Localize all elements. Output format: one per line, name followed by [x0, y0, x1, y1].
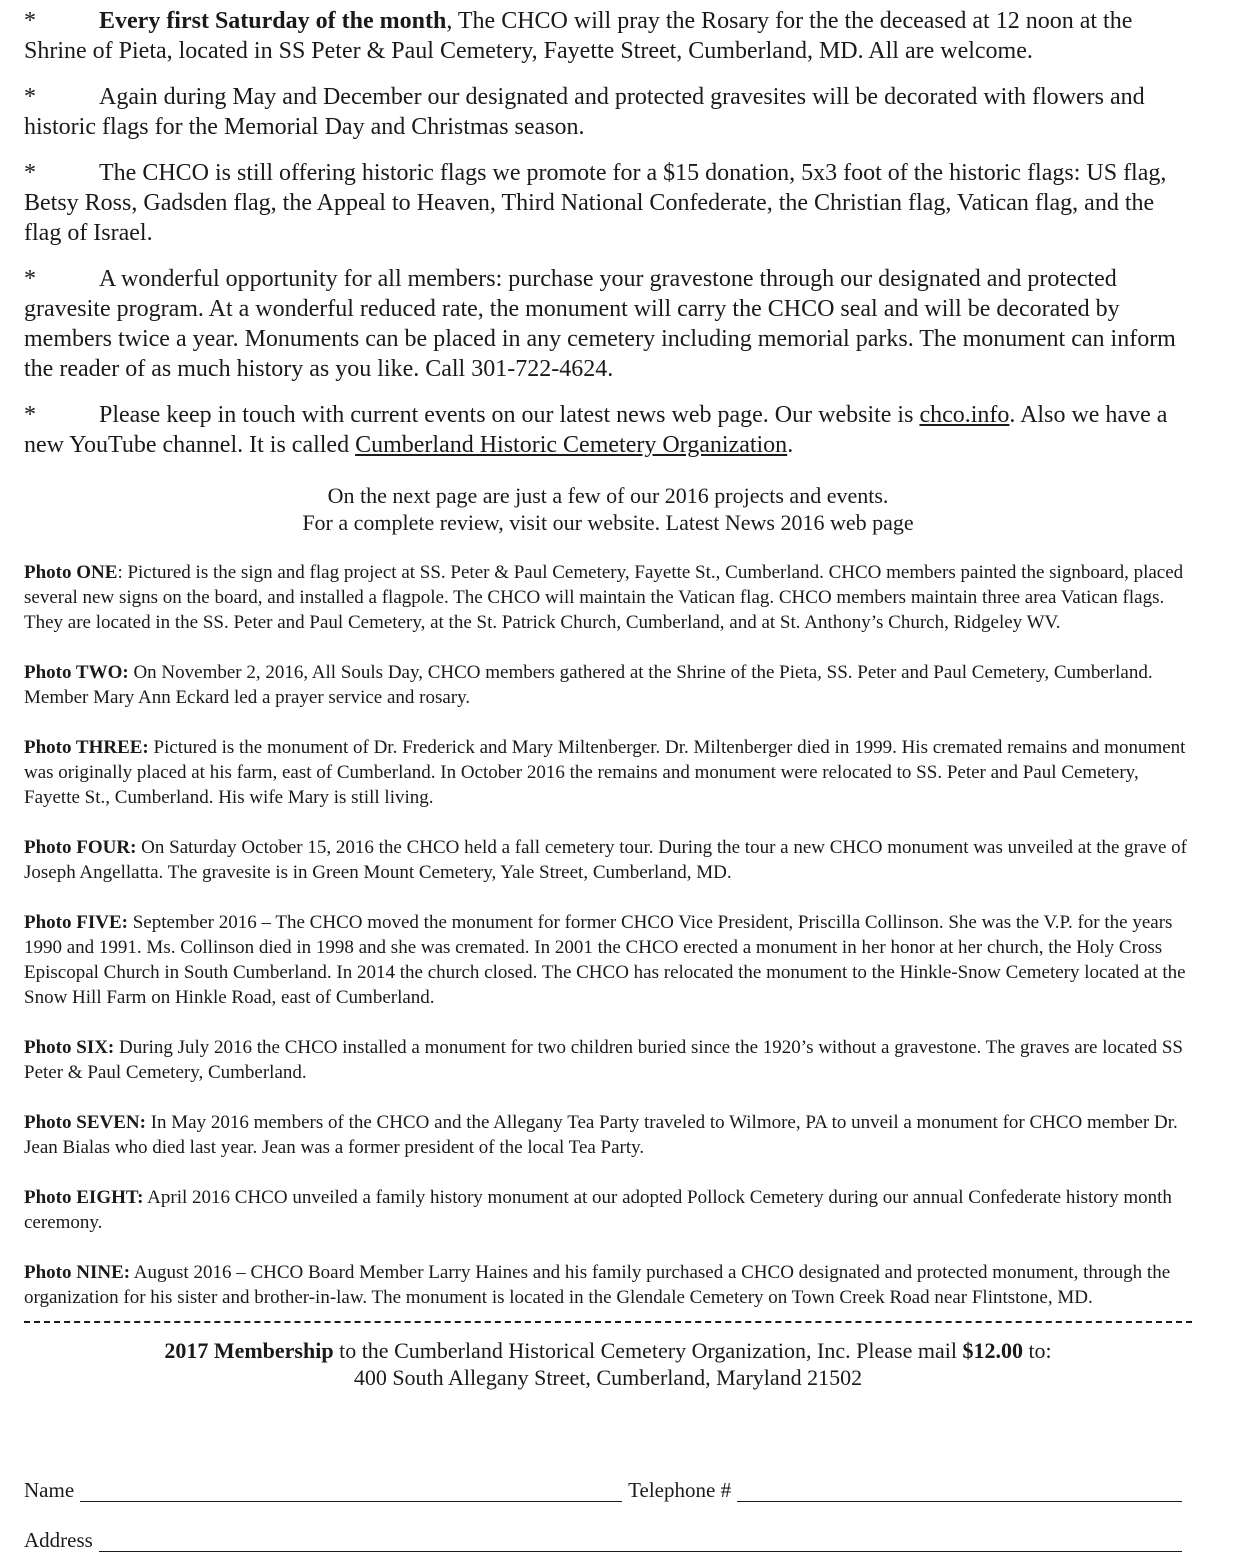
announcement-text: A wonderful opportunity for all members: purchase your gravestone through our designated and protected gravesite program. At a wonderful reduced rate, the monument will carry the CHCO seal and will be decorated by members twice a year. Monuments can be placed in any cemetery including memorial parks. The monument can inform the reader of as much history as you like. Call 301-722-4624.	[24, 266, 1176, 382]
membership-fee: $12.00	[962, 1338, 1023, 1363]
photo-text: Pictured is the monument of Dr. Frederick and Mary Miltenberger. Dr. Miltenberger died in 1999. His cremated remains and monument was originally placed at his farm, east of Cumberland. In October 2016 the remains and monument were relocated to SS. Peter and Paul Cemetery, Fayette St., Cumberland. His wife Mary is still living.	[24, 737, 1186, 808]
membership-year: 2017 Membership	[164, 1338, 334, 1363]
photo-label: Photo TWO:	[24, 662, 129, 683]
photo-label: Photo ONE	[24, 562, 118, 583]
telephone-field[interactable]	[737, 1481, 1182, 1502]
photo-label: Photo EIGHT:	[24, 1187, 144, 1208]
photo-label: Photo SEVEN:	[24, 1112, 146, 1133]
next-page-note	[24, 482, 1192, 536]
photo-caption-five	[24, 910, 1192, 1010]
photo-text: During July 2016 the CHCO installed a monument for two children buried since the 1920’s without a gravestone. The graves are located SS Peter & Paul Cemetery, Cumberland.	[24, 1037, 1183, 1083]
announcement-text: Please keep in touch with current events on our latest news web page. Our website is	[99, 402, 920, 428]
bullet-star: *	[24, 402, 36, 428]
newsletter-page	[24, 6, 1192, 1391]
photo-label: Photo NINE:	[24, 1262, 131, 1283]
photo-text: September 2016 – The CHCO moved the monument for former CHCO Vice President, Priscilla Collinson. She was the V.P. for the years 1990 and 1991. Ms. Collinson died in 1998 and she was cremated. In 2001 the CHCO erected a monument in her honor at her church, the Holy Cross Episcopal Church in South Cumberland. In 2014 the church closed. The CHCO has relocated the monument to the Hinkle-Snow Cemetery located at the Snow Hill Farm on Hinkle Road, east of Cumberland.	[24, 912, 1186, 1008]
photo-text: : Pictured is the sign and flag project at SS. Peter & Paul Cemetery, Fayette St., Cumberland. CHCO members painted the signboard, placed several new signs on the board, and installed a flagpole. The CHCO will maintain the Vatican flag. CHCO members maintain three area Vatican flags. They are located in the SS. Peter and Paul Cemetery, at the St. Patrick Church, Cumberland, and at St. Anthony’s Church, Ridgeley WV.	[24, 562, 1184, 633]
announcement-flags	[24, 158, 1192, 248]
photo-caption-six	[24, 1035, 1192, 1085]
next-page-note-line: For a complete review, visit our website. Latest News 2016 web page	[302, 510, 914, 535]
announcement-text: . Also we have a new YouTube channel. It is called	[24, 402, 1168, 458]
membership-text: to the Cumberland Historical Cemetery Organization, Inc. Please mail	[333, 1338, 963, 1363]
photo-caption-three	[24, 735, 1192, 810]
membership-notice	[24, 1337, 1192, 1391]
photo-label: Photo SIX:	[24, 1037, 115, 1058]
announcement-rosary	[24, 6, 1192, 66]
name-telephone-row	[24, 1478, 1182, 1502]
photo-caption-four	[24, 835, 1192, 885]
address-label: Address	[24, 1528, 93, 1552]
address-field[interactable]	[99, 1531, 1182, 1552]
photo-caption-two	[24, 660, 1192, 710]
bullet-star: *	[24, 84, 36, 110]
photo-text: On November 2, 2016, All Souls Day, CHCO members gathered at the Shrine of the Pieta, SS. Peter and Paul Cemetery, Cumberland. Member Mary Ann Eckard led a prayer service and rosary.	[24, 662, 1153, 708]
photo-label: Photo FOUR:	[24, 837, 137, 858]
announcement-website	[24, 400, 1192, 460]
bullet-star: *	[24, 8, 36, 34]
announcement-text: , The CHCO will pray the Rosary for the the deceased at 12 noon at the Shrine of Pieta, located in SS Peter & Paul Cemetery, Fayette Street, Cumberland, MD. All are welcome.	[24, 8, 1133, 64]
membership-text: to:	[1022, 1338, 1052, 1363]
photo-label: Photo FIVE:	[24, 912, 128, 933]
announcement-text: The CHCO is still offering historic flags we promote for a $15 donation, 5x3 foot of the historic flags: US flag, Betsy Ross, Gadsden flag, the Appeal to Heaven, Third National Confederate, the Christian flag, Vatican flag, and the flag of Israel.	[24, 160, 1167, 246]
photo-caption-seven	[24, 1110, 1192, 1160]
announcement-text: Again during May and December our designated and protected gravesites will be decorated with flowers and historic flags for the Memorial Day and Christmas season.	[24, 84, 1145, 140]
name-field[interactable]	[80, 1481, 622, 1502]
photo-label: Photo THREE:	[24, 737, 149, 758]
photo-text: August 2016 – CHCO Board Member Larry Haines and his family purchased a CHCO designated and protected monument, through the organization for his sister and brother-in-law. The monument is located in the Glendale Cemetery on Town Creek Road near Flintstone, MD.	[24, 1262, 1171, 1308]
name-label: Name	[24, 1478, 75, 1502]
announcement-gravestone	[24, 264, 1192, 384]
address-row	[24, 1528, 1182, 1552]
photo-text: April 2016 CHCO unveiled a family history monument at our adopted Pollock Cemetery during our annual Confederate history month ceremony.	[24, 1187, 1172, 1233]
website-link[interactable]: chco.info	[919, 402, 1010, 428]
youtube-channel-link[interactable]: Cumberland Historic Cemetery Organization	[355, 432, 788, 458]
photo-caption-one	[24, 560, 1192, 635]
announcement-bold: Every first Saturday of the month	[99, 8, 447, 34]
next-page-note-line: On the next page are just a few of our 2016 projects and events.	[327, 483, 889, 508]
telephone-label: Telephone #	[628, 1478, 732, 1502]
photo-text: In May 2016 members of the CHCO and the Allegany Tea Party traveled to Wilmore, PA to unveil a monument for CHCO member Dr. Jean Bialas who died last year. Jean was a former president of the local Tea Party.	[24, 1112, 1178, 1158]
mailing-address: 400 South Allegany Street, Cumberland, Maryland 21502	[353, 1365, 863, 1390]
photo-caption-eight	[24, 1185, 1192, 1235]
photo-text: On Saturday October 15, 2016 the CHCO held a fall cemetery tour. During the tour a new CHCO monument was unveiled at the grave of Joseph Angellatta. The gravesite is in Green Mount Cemetery, Yale Street, Cumberland, MD.	[24, 837, 1187, 883]
bullet-star: *	[24, 266, 36, 292]
bullet-star: *	[24, 160, 36, 186]
membership-line	[24, 1337, 1192, 1364]
cut-line-divider	[24, 1321, 1192, 1323]
photo-caption-nine	[24, 1260, 1192, 1310]
announcement-decoration	[24, 82, 1192, 142]
announcement-text: .	[787, 432, 794, 458]
